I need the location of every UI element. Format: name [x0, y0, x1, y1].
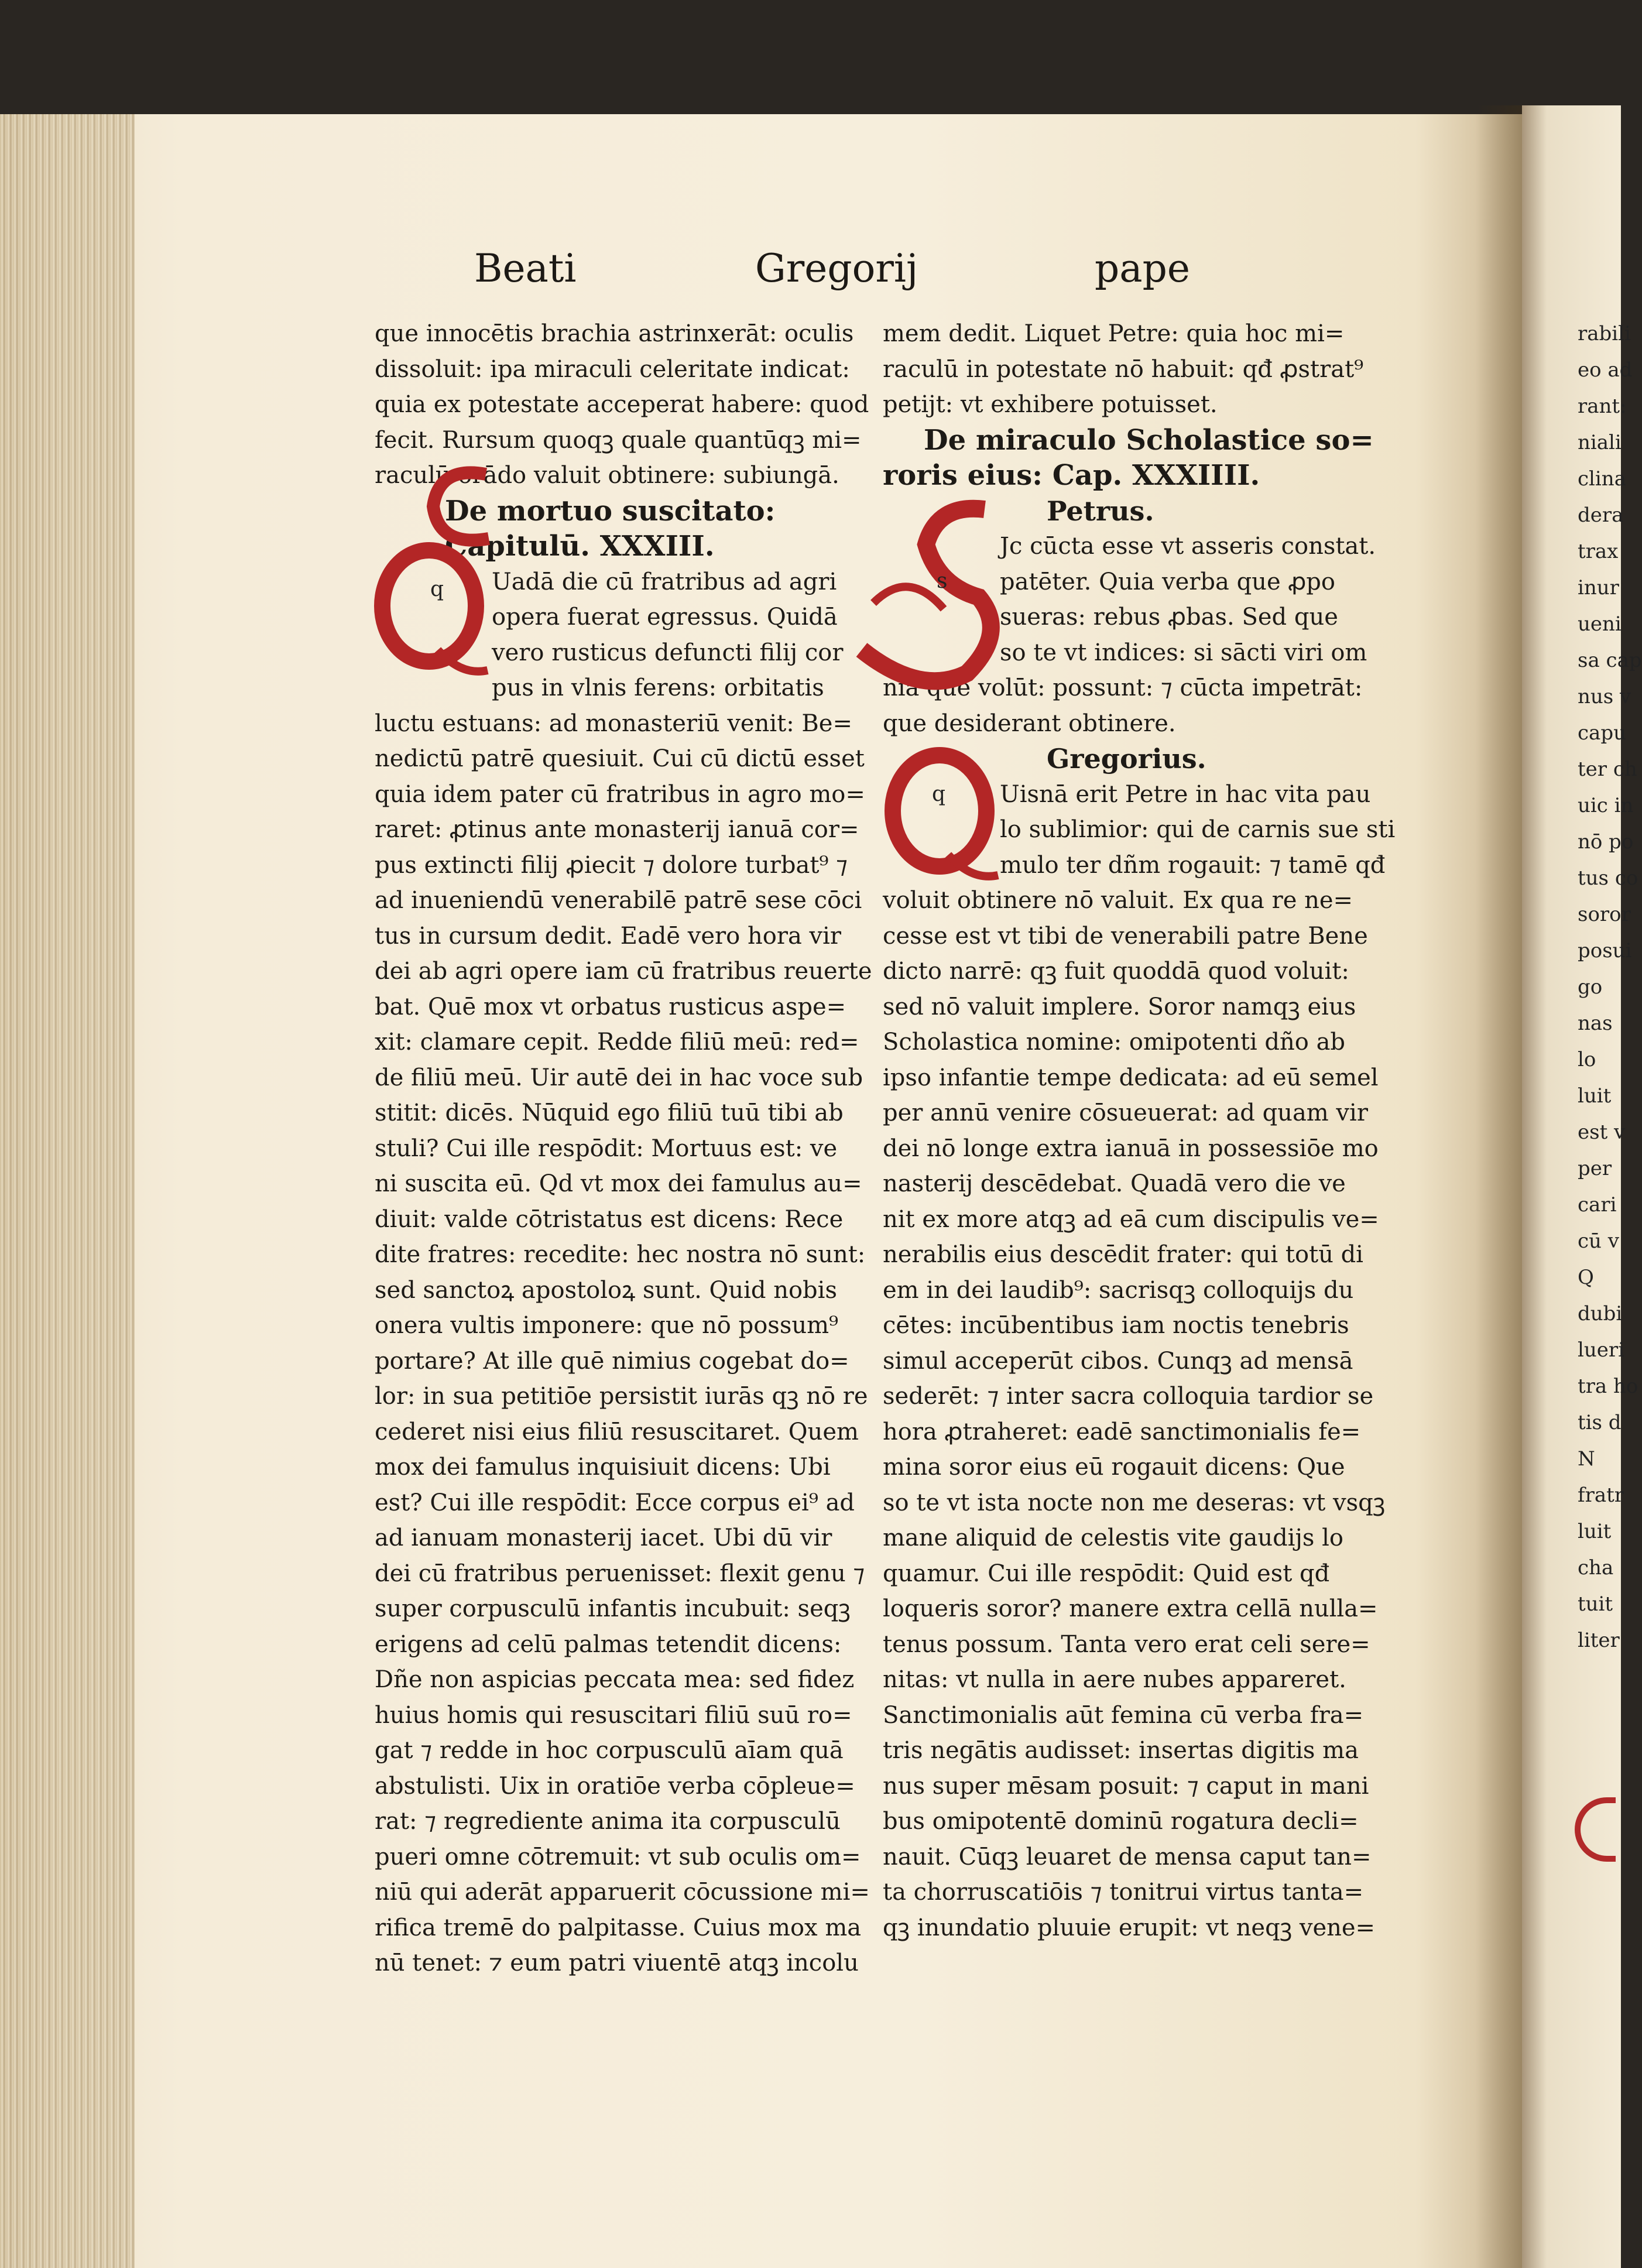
text-line: nū tenet: ⁊ eum patri viuentē atqꝫ incolu — [375, 1950, 859, 1976]
text-line: dei cū fratribus peruenisset: flexit genu ⁊ — [375, 1560, 865, 1587]
text-line: mina soror eius eū rogauit dicens: Que — [883, 1454, 1345, 1481]
margin-fragment: lueri — [1578, 1338, 1625, 1362]
text-line: que innocētis brachia astrinxerāt: oculis — [375, 320, 854, 347]
text-line: em in dei laudib⁹: sacrisqꝫ colloquijs du — [883, 1276, 1354, 1304]
text-line: cederet nisi eius filiū resuscitaret. Quem — [375, 1418, 859, 1445]
text-line: gat ⁊ redde in hoc corpusculū aīam quā — [375, 1737, 844, 1764]
text-line: pus extincti filij ꝓiecit ⁊ dolore turbat⁹ ⁊ — [375, 851, 848, 879]
margin-fragment: ueni — [1578, 612, 1622, 636]
text-line: nasterij descēdebat. Quadā vero die ve — [883, 1170, 1346, 1197]
text-line: bat. Quē mox vt orbatus rusticus aspe= — [375, 993, 846, 1020]
text-line: vero rusticus defuncti filij cor — [492, 639, 844, 666]
text-line: lo sublimior: qui de carnis sue sti — [1000, 816, 1396, 843]
gutter-shadow — [1475, 105, 1522, 2268]
text-line: stitit: dicēs. Nūquid ego filiū tuū tibi ab — [375, 1099, 844, 1126]
margin-fragment: cū v — [1578, 1229, 1619, 1253]
text-line: mox dei famulus inquisiuit dicens: Ubi — [375, 1454, 831, 1481]
facing-page-fragment — [1522, 105, 1642, 2268]
text-line: quia idem pater cū fratribus in agro mo= — [375, 780, 865, 808]
margin-fragment: rabili — [1578, 322, 1631, 345]
text-line: huius homis qui resuscitari filiū suū ro= — [375, 1701, 852, 1729]
text-line: patēter. Quia verba que ꝓpo — [1000, 568, 1335, 595]
margin-fragment: ter ch — [1578, 758, 1637, 781]
margin-fragment: uic in — [1578, 794, 1634, 817]
text-line: petijt: vt exhibere potuisset. — [883, 391, 1218, 418]
text-line: pus in vlnis ferens: orbitatis — [492, 674, 824, 701]
page-edges — [0, 114, 135, 2268]
text-line: quamur. Cui ille respōdit: Quid est qđ — [883, 1560, 1330, 1587]
text-line: so te vt ista nocte non me deseras: vt vsqꝫ — [883, 1489, 1386, 1516]
text-line: mulo ter dñm rogauit: ⁊ tamē qđ — [1000, 851, 1386, 879]
margin-fragment: dubi — [1578, 1302, 1623, 1325]
margin-fragment: liter — [1578, 1629, 1620, 1652]
margin-fragment: inur — [1578, 576, 1619, 599]
margin-fragment: capu — [1578, 721, 1626, 745]
margin-fragment: niali — [1578, 431, 1622, 454]
text-line: Dñe non aspicias peccata mea: sed fidez — [375, 1666, 855, 1693]
text-line: Scholastica nomine: omipotenti dño ab — [883, 1029, 1346, 1056]
text-line: mane aliquid de celestis vite gaudijs lo — [883, 1524, 1343, 1551]
text-line: bus omipotentē dominū rogatura decli= — [883, 1808, 1359, 1835]
text-line: nit ex more atqꝫ ad eā cum discipulis ve= — [883, 1205, 1379, 1233]
text-line: dicto narrē: qꝫ fuit quoddā quod voluit: — [883, 958, 1349, 985]
text-line: nia que volūt: possunt: ⁊ cūcta impetrāt: — [883, 674, 1363, 701]
text-line: Sanctimonialis aūt femina cū verba fra= — [883, 1701, 1364, 1729]
text-line: onera vultis imponere: que nō possum⁹ — [375, 1312, 839, 1339]
text-line: per annū venire cōsueuerat: ad quam vir — [883, 1099, 1368, 1126]
margin-fragment: posui — [1578, 939, 1632, 962]
text-line: diuit: valde cōtristatus est dicens: Rece — [375, 1205, 844, 1233]
text-line: lor: in sua petitiōe persistit iurās qꝫ nō re — [375, 1383, 868, 1410]
text-line: ta chorruscatiōis ⁊ tonitrui virtus tanta= — [883, 1879, 1364, 1906]
text-line: cētes: incūbentibus iam noctis tenebris — [883, 1312, 1349, 1339]
text-line: raret: ꝓtinus ante monasterij ianuā cor= — [375, 816, 859, 843]
margin-fragment: tus co — [1578, 866, 1638, 890]
text-line: rifica tremē do palpitasse. Cuius mox ma — [375, 1914, 862, 1941]
margin-fragment: nō po — [1578, 830, 1634, 854]
text-line: cesse est vt tibi de venerabili patre Bene — [883, 922, 1368, 950]
text-line: so te vt indices: si sācti viri om — [1000, 639, 1367, 666]
text-line: ni suscita eū. Qd vt mox dei famulus au= — [375, 1170, 862, 1197]
margin-fragment: sa cap — [1578, 649, 1642, 672]
text-line: nus super mēsam posuit: ⁊ caput in mani — [883, 1772, 1369, 1800]
chapter-heading: De mortuo suscitato: — [445, 494, 776, 527]
margin-fragment: eo ad — [1578, 358, 1633, 382]
text-line: nauit. Cūqꝫ leuaret de mensa caput tan= — [883, 1843, 1372, 1870]
text-line: ipso infantie tempe dedicata: ad eū semel — [883, 1064, 1379, 1091]
margin-fragment: tuit — [1578, 1592, 1613, 1616]
text-line: Uisnā erit Petre in hac vita pau — [1000, 780, 1371, 808]
margin-fragment: luit — [1578, 1520, 1612, 1543]
text-line: raculū orādo valuit obtinere: subiungā. — [375, 462, 839, 489]
margin-fragment: lo — [1578, 1048, 1596, 1071]
running-header — [462, 246, 1200, 310]
text-line: qꝫ inundatio pluuie erupit: vt neqꝫ vene= — [883, 1914, 1376, 1941]
text-line: loqueris soror? manere extra cellā nulla= — [883, 1595, 1378, 1622]
text-line: ad ianuam monasterij iacet. Ubi dū vir — [375, 1524, 832, 1551]
text-line: nedictū patrē quesiuit. Cui cū dictū esset — [375, 745, 865, 772]
chapter-heading: De miraculo Scholastice so= — [924, 423, 1374, 457]
guide-letter: q — [430, 577, 444, 601]
text-line: dei ab agri opere iam cū fratribus reuerte — [375, 958, 872, 985]
margin-fragment: luit — [1578, 1084, 1612, 1108]
guide-letter: s — [937, 569, 948, 593]
header-word-beati: Beati — [474, 246, 577, 291]
text-line: opera fuerat egressus. Quidā — [492, 604, 838, 631]
text-line: sed sanctoꝝ apostoloꝝ sunt. Quid nobis — [375, 1276, 837, 1304]
text-line: de filiū meū. Uir autē dei in hac voce sub — [375, 1064, 863, 1091]
text-line: Jc cūcta esse vt asseris constat. — [1000, 533, 1376, 560]
text-line: ad inueniendū venerabilē patrē sese cōci — [375, 887, 862, 914]
text-line: dei nō longe extra ianuā in possessiōe mo — [883, 1135, 1379, 1162]
margin-fragment: cha — [1578, 1556, 1614, 1580]
text-line: niū qui aderāt apparuerit cōcussione mi= — [375, 1879, 870, 1906]
facing-initial-fragment — [1575, 1797, 1616, 1862]
header-word-gregorij: Gregorij — [755, 246, 918, 291]
text-line: stuli? Cui ille respōdit: Mortuus est: ve — [375, 1135, 838, 1162]
margin-fragment: cari — [1578, 1193, 1617, 1217]
margin-fragment: nas — [1578, 1012, 1613, 1035]
margin-fragment: nus v — [1578, 685, 1631, 708]
header-word-pape: pape — [1095, 246, 1190, 291]
text-line: abstulisti. Uix in oratiōe verba cōpleue= — [375, 1772, 855, 1800]
text-line: sed nō valuit implere. Soror namqꝫ eius — [883, 993, 1356, 1020]
margin-fragment: fratr — [1578, 1484, 1624, 1507]
margin-fragment: Q — [1578, 1266, 1594, 1289]
text-line: raculū in potestate nō habuit: qđ ꝓstrat⁹ — [883, 355, 1364, 383]
text-line: pueri omne cōtremuit: vt sub oculis om= — [375, 1843, 861, 1870]
text-line: quia ex potestate acceperat habere: quod — [375, 391, 869, 418]
speaker-label: Petrus. — [1047, 495, 1154, 527]
text-line: est? Cui ille respōdit: Ecce corpus ei⁹ ad — [375, 1489, 855, 1516]
text-line: portare? At ille quē nimius cogebat do= — [375, 1347, 849, 1375]
text-line: que desiderant obtinere. — [883, 710, 1176, 737]
margin-fragment: per — [1578, 1157, 1612, 1180]
red-initial-c — [421, 462, 498, 550]
chapter-number: roris eius: Cap. XXXIIII. — [883, 459, 1260, 492]
text-line: tenus possum. Tanta vero erat celi sere= — [883, 1630, 1370, 1658]
guide-letter: q — [932, 782, 946, 806]
text-line: hora ꝓtraheret: eadē sanctimonialis fe= — [883, 1418, 1361, 1445]
text-line: dite fratres: recedite: hec nostra nō sunt: — [375, 1241, 866, 1268]
margin-fragment: trax — [1578, 540, 1619, 563]
text-line: xit: clamare cepit. Redde filiū meū: red= — [375, 1029, 859, 1056]
margin-fragment: rant: — [1578, 395, 1627, 418]
text-line: nitas: vt nulla in aere nubes appareret. — [883, 1666, 1346, 1693]
margin-fragment: dera — [1578, 503, 1624, 527]
text-line: tus in cursum dedit. Eadē vero hora vir — [375, 922, 842, 950]
text-line: sederēt: ⁊ inter sacra colloquia tardior se — [883, 1383, 1374, 1410]
margin-fragment: go — [1578, 975, 1603, 999]
text-line: voluit obtinere nō valuit. Ex qua re ne= — [883, 887, 1353, 914]
text-line: luctu estuans: ad monasteriū venit: Be= — [375, 710, 852, 737]
text-line: Uadā die cū fratribus ad agri — [492, 568, 837, 595]
red-initial-q — [368, 539, 491, 679]
text-line: dissoluit: ipa miraculi celeritate indicat: — [375, 355, 850, 383]
text-line: sueras: rebus ꝓbas. Sed que — [1000, 604, 1338, 631]
text-line: rat: ⁊ regrediente anima ita corpusculū — [375, 1808, 841, 1835]
margin-fragment: tis d — [1578, 1411, 1622, 1434]
text-line: super corpusculū infantis incubuit: seqꝫ — [375, 1595, 851, 1622]
margin-fragment: clina — [1578, 467, 1626, 491]
text-line: nerabilis eius descēdit frater: qui totū di — [883, 1241, 1363, 1268]
margin-fragment: est v — [1578, 1121, 1626, 1144]
speaker-label: Gregorius. — [1047, 743, 1206, 775]
margin-fragment: tra ho — [1578, 1375, 1638, 1398]
text-line: erigens ad celū palmas tetendit dicens: — [375, 1630, 842, 1658]
text-line: simul acceperūt cibos. Cunqꝫ ad mensā — [883, 1347, 1353, 1375]
text-line: mem dedit. Liquet Petre: quia hoc mi= — [883, 320, 1345, 347]
red-initial-q — [878, 744, 1001, 884]
chapter-number: Capitulū. XXXIII. — [445, 530, 715, 563]
red-initial-s — [850, 498, 1002, 732]
margin-fragment: N — [1578, 1447, 1595, 1471]
text-line: tris negātis audisset: insertas digitis ma — [883, 1737, 1359, 1764]
margin-fragment: soror — [1578, 903, 1631, 926]
text-line: fecit. Rursum quoqꝫ quale quantūqꝫ mi= — [375, 426, 862, 454]
